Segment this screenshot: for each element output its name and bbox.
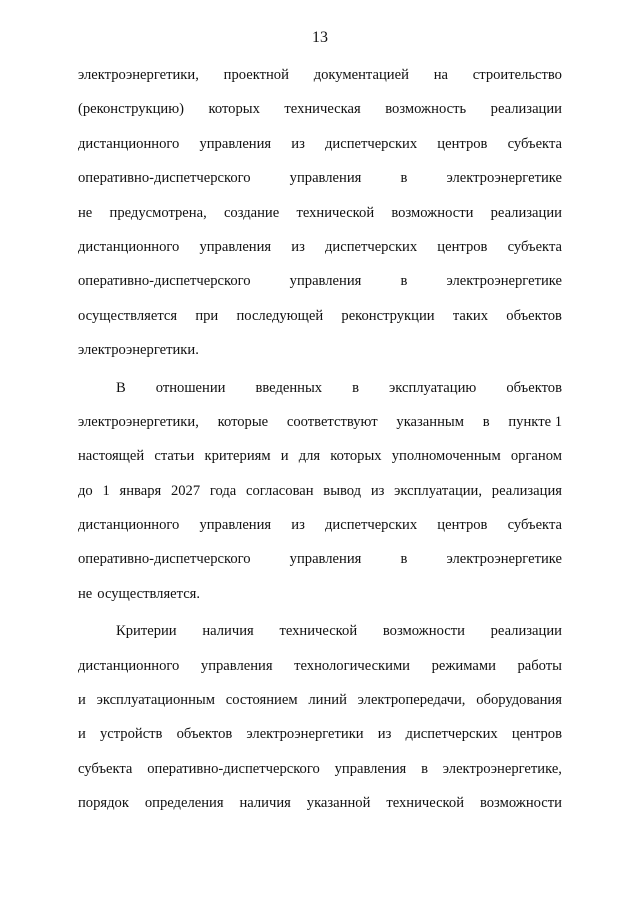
paragraph xyxy=(78,376,562,617)
text-line: дистанционного управления из диспетчерских центров субъекта xyxy=(78,517,562,534)
text-line: дистанционного управления технологическими режимами работы xyxy=(78,657,562,674)
text-line: (реконструкцию) которых техническая возможность реализации xyxy=(78,101,562,118)
text-line: и эксплуатационным состоянием линий электропередачи, оборудования xyxy=(78,692,562,709)
page-number: 13 xyxy=(312,29,328,46)
text-line: электроэнергетики. xyxy=(78,342,199,359)
text-line: дистанционного управления из диспетчерских центров субъекта xyxy=(78,238,562,255)
text-line: до 1 января 2027 года согласован вывод из эксплуатации, реализация xyxy=(78,482,562,499)
text-line: субъекта оперативно-диспетчерского управления в электроэнергетике, xyxy=(78,760,562,777)
text-line: осуществляется при последующей реконструкции таких объектов xyxy=(78,307,562,324)
text-line: порядок определения наличия указанной технической возможности xyxy=(78,795,562,812)
text-line: не осуществляется. xyxy=(78,585,201,602)
text-line: и устройств объектов электроэнергетики из диспетчерских центров xyxy=(78,726,562,743)
paragraph xyxy=(78,63,562,373)
text-line: настоящей статьи критериям и для которых уполномоченным органом xyxy=(78,448,562,465)
paragraph xyxy=(78,619,562,825)
text-line: оперативно-диспетчерского управления в электроэнергетике xyxy=(78,170,562,187)
document-body xyxy=(78,63,562,826)
text-line: В отношении введенных в эксплуатацию объектов xyxy=(116,379,562,396)
text-line: дистанционного управления из диспетчерских центров субъекта xyxy=(78,135,562,152)
text-line: не предусмотрена, создание технической возможности реализации xyxy=(78,204,562,221)
text-line: оперативно-диспетчерского управления в электроэнергетике xyxy=(78,273,562,290)
text-line: электроэнергетики, которые соответствуют указанным в пункте 1 xyxy=(78,413,562,430)
text-line: Критерии наличия технической возможности реализации xyxy=(116,623,562,640)
text-line: электроэнергетики, проектной документацией на строительство xyxy=(78,67,562,83)
text-line: оперативно-диспетчерского управления в электроэнергетике xyxy=(78,551,562,568)
